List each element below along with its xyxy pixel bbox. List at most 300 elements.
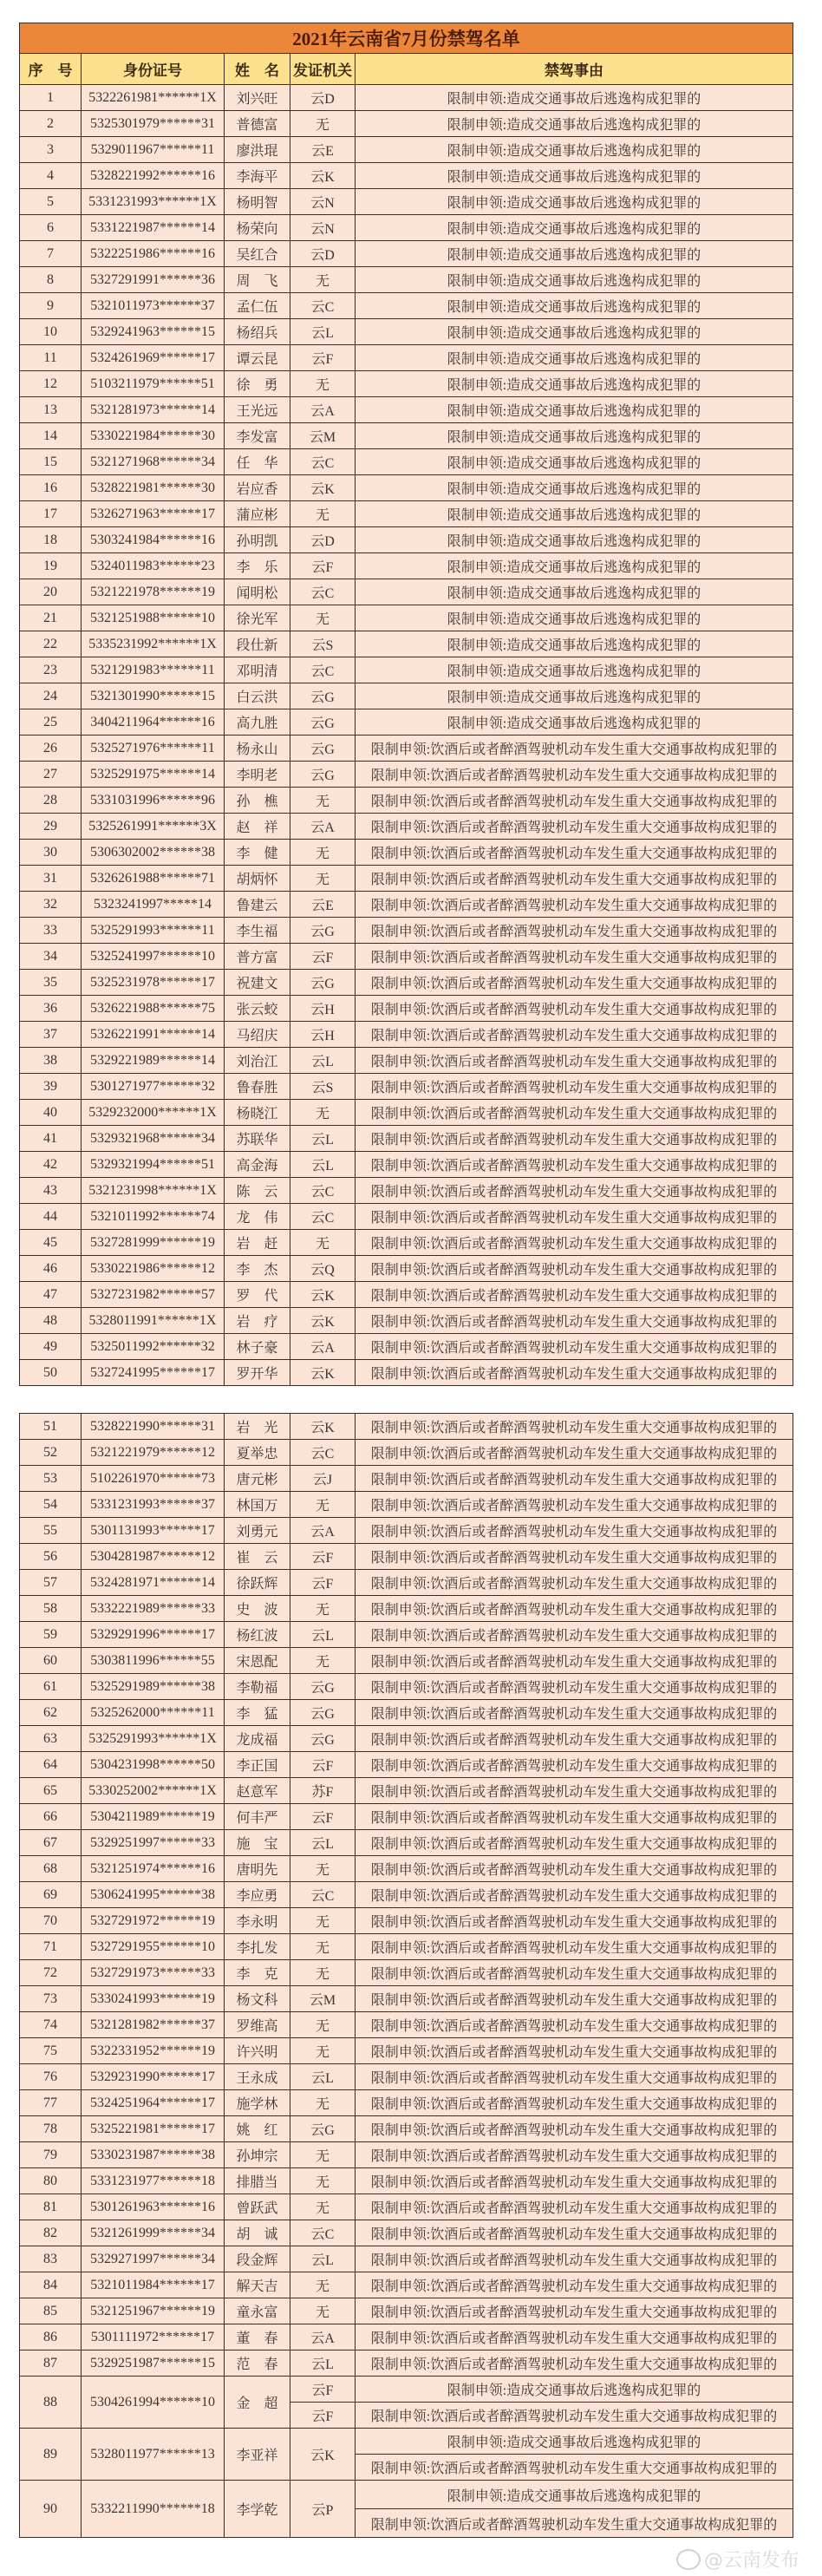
ban-reason: 限制申领:造成交通事故后逃逸构成犯罪的 <box>356 2429 793 2455</box>
row-number: 31 <box>20 866 82 892</box>
row-number: 88 <box>20 2377 82 2429</box>
id-number: 5321271968******34 <box>82 449 225 475</box>
person-name: 杨荣向 <box>225 215 290 241</box>
table-row <box>20 345 793 371</box>
person-name: 李发富 <box>225 423 290 449</box>
person-name: 赵 祥 <box>225 814 290 840</box>
ban-reason: 限制申领:饮酒后或者醉酒驾驶机动车发生重大交通事故构成犯罪的 <box>356 1178 793 1204</box>
row-number: 34 <box>20 944 82 970</box>
issuing-agency: 云C <box>290 2220 356 2246</box>
row-number: 62 <box>20 1700 82 1726</box>
table-row <box>20 1440 793 1466</box>
issuing-agency: 云K <box>290 475 356 501</box>
row-number: 6 <box>20 215 82 241</box>
id-number: 5326261988******71 <box>82 866 225 892</box>
id-number: 5301111972******17 <box>82 2324 225 2350</box>
person-name: 赵意军 <box>225 1778 290 1804</box>
ban-reason: 限制申领:饮酒后或者醉酒驾驶机动车发生重大交通事故构成犯罪的 <box>356 1334 793 1360</box>
row-number: 69 <box>20 1882 82 1908</box>
id-number: 5329221989******14 <box>82 1048 225 1074</box>
person-name: 李永明 <box>225 1908 290 1934</box>
ban-reason: 限制申领:饮酒后或者醉酒驾驶机动车发生重大交通事故构成犯罪的 <box>356 2403 793 2429</box>
issuing-agency: 云M <box>290 423 356 449</box>
table-row <box>20 1152 793 1178</box>
id-number: 5329271997******34 <box>82 2246 225 2272</box>
ban-reason: 限制申领:造成交通事故后逃逸构成犯罪的 <box>356 449 793 475</box>
ban-reason: 限制申领:饮酒后或者醉酒驾驶机动车发生重大交通事故构成犯罪的 <box>356 2194 793 2220</box>
header-no: 序 号 <box>20 54 82 85</box>
ban-reason: 限制申领:造成交通事故后逃逸构成犯罪的 <box>356 605 793 631</box>
table-row <box>20 1804 793 1830</box>
person-name: 排腊当 <box>225 2168 290 2194</box>
person-name: 林国万 <box>225 1492 290 1518</box>
person-name: 李 杰 <box>225 1256 290 1282</box>
row-number: 85 <box>20 2298 82 2324</box>
person-name: 闻明松 <box>225 579 290 605</box>
id-number: 5321291983******11 <box>82 657 225 683</box>
id-number: 5321011973******37 <box>82 293 225 319</box>
row-number: 11 <box>20 345 82 371</box>
person-name: 孟仁伍 <box>225 293 290 319</box>
id-number: 5330252002******1X <box>82 1778 225 1804</box>
table-row <box>20 1934 793 1960</box>
row-number: 59 <box>20 1622 82 1648</box>
id-number: 5328221990******31 <box>82 1414 225 1440</box>
table-row <box>20 1908 793 1934</box>
issuing-agency: 云S <box>290 1074 356 1100</box>
person-name: 周 飞 <box>225 267 290 293</box>
id-number: 5321011984******17 <box>82 2272 225 2298</box>
ban-reason: 限制申领:饮酒后或者醉酒驾驶机动车发生重大交通事故构成犯罪的 <box>356 736 793 762</box>
issuing-agency: 无 <box>290 1934 356 1960</box>
table-row <box>20 2038 793 2064</box>
id-number: 5331231977******18 <box>82 2168 225 2194</box>
table-row <box>20 970 793 996</box>
issuing-agency: 云L <box>290 2350 356 2377</box>
id-number: 5321221979******12 <box>82 1440 225 1466</box>
issuing-agency: 云A <box>290 2324 356 2350</box>
header-reason: 禁驾事由 <box>356 54 793 85</box>
person-name: 段仕新 <box>225 631 290 657</box>
person-name: 许兴明 <box>225 2038 290 2064</box>
id-number: 5304261994******10 <box>82 2377 225 2429</box>
id-number: 5329251987******15 <box>82 2350 225 2377</box>
row-number: 89 <box>20 2429 82 2481</box>
issuing-agency: 云D <box>290 85 356 111</box>
row-number: 55 <box>20 1518 82 1544</box>
person-name: 段金辉 <box>225 2246 290 2272</box>
row-number: 38 <box>20 1048 82 1074</box>
table-row <box>20 1544 793 1570</box>
ban-reason: 限制申领:饮酒后或者醉酒驾驶机动车发生重大交通事故构成犯罪的 <box>356 1492 793 1518</box>
id-number: 5332221989******33 <box>82 1596 225 1622</box>
row-number: 75 <box>20 2038 82 2064</box>
ban-reason: 限制申领:饮酒后或者醉酒驾驶机动车发生重大交通事故构成犯罪的 <box>356 1308 793 1334</box>
table-row <box>20 2116 793 2142</box>
ban-reason: 限制申领:饮酒后或者醉酒驾驶机动车发生重大交通事故构成犯罪的 <box>356 2064 793 2090</box>
ban-reason: 限制申领:饮酒后或者醉酒驾驶机动车发生重大交通事故构成犯罪的 <box>356 1048 793 1074</box>
ban-reason: 限制申领:饮酒后或者醉酒驾驶机动车发生重大交通事故构成犯罪的 <box>356 2455 793 2481</box>
row-number: 90 <box>20 2481 82 2538</box>
person-name: 金 超 <box>225 2377 290 2429</box>
row-number: 10 <box>20 319 82 345</box>
issuing-agency: 云L <box>290 2064 356 2090</box>
row-number: 68 <box>20 1856 82 1882</box>
id-number: 5328011977******13 <box>82 2429 225 2481</box>
ban-reason: 限制申领:饮酒后或者醉酒驾驶机动车发生重大交通事故构成犯罪的 <box>356 2220 793 2246</box>
person-name: 王永成 <box>225 2064 290 2090</box>
row-number: 39 <box>20 1074 82 1100</box>
id-number: 5330241993******19 <box>82 1986 225 2012</box>
table-row <box>20 267 793 293</box>
row-number: 60 <box>20 1648 82 1674</box>
table-row <box>20 1414 793 1440</box>
row-number: 20 <box>20 579 82 605</box>
ban-reason: 限制申领:造成交通事故后逃逸构成犯罪的 <box>356 423 793 449</box>
id-number: 5331231993******37 <box>82 1492 225 1518</box>
table-row <box>20 2220 793 2246</box>
person-name: 刘勇元 <box>225 1518 290 1544</box>
id-number: 5332211990******18 <box>82 2481 225 2538</box>
issuing-agency: 云K <box>290 2429 356 2481</box>
ban-reason: 限制申领:造成交通事故后逃逸构成犯罪的 <box>356 709 793 736</box>
person-name: 任 华 <box>225 449 290 475</box>
ban-reason: 限制申领:饮酒后或者醉酒驾驶机动车发生重大交通事故构成犯罪的 <box>356 970 793 996</box>
person-name: 李 乐 <box>225 553 290 579</box>
id-number: 5331221987******14 <box>82 215 225 241</box>
row-number: 66 <box>20 1804 82 1830</box>
id-number: 5331031996******96 <box>82 788 225 814</box>
person-name: 谭云昆 <box>225 345 290 371</box>
id-number: 5330221986******12 <box>82 1256 225 1282</box>
table-row <box>20 501 793 527</box>
issuing-agency: 云S <box>290 631 356 657</box>
person-name: 岩 疗 <box>225 1308 290 1334</box>
table-row <box>20 1282 793 1308</box>
ban-reason: 限制申领:饮酒后或者醉酒驾驶机动车发生重大交通事故构成犯罪的 <box>356 840 793 866</box>
table-row <box>20 2324 793 2350</box>
person-name: 苏联华 <box>225 1126 290 1152</box>
table-row <box>20 449 793 475</box>
person-name: 童永富 <box>225 2298 290 2324</box>
ban-reason: 限制申领:造成交通事故后逃逸构成犯罪的 <box>356 85 793 111</box>
issuing-agency: 云E <box>290 137 356 163</box>
row-number: 26 <box>20 736 82 762</box>
id-number: 5321251974******16 <box>82 1856 225 1882</box>
id-number: 5304281987******12 <box>82 1544 225 1570</box>
issuing-agency: 云G <box>290 1726 356 1752</box>
row-number: 86 <box>20 2324 82 2350</box>
issuing-agency: 云K <box>290 1308 356 1334</box>
ban-reason: 限制申领:饮酒后或者醉酒驾驶机动车发生重大交通事故构成犯罪的 <box>356 1466 793 1492</box>
row-number: 72 <box>20 1960 82 1986</box>
person-name: 董 春 <box>225 2324 290 2350</box>
row-number: 48 <box>20 1308 82 1334</box>
table-row <box>20 2012 793 2038</box>
person-name: 杨文科 <box>225 1986 290 2012</box>
table-row <box>20 1126 793 1152</box>
person-name: 李应勇 <box>225 1882 290 1908</box>
table-row <box>20 2429 793 2455</box>
table-row <box>20 944 793 970</box>
ban-reason: 限制申领:造成交通事故后逃逸构成犯罪的 <box>356 371 793 397</box>
table-row <box>20 866 793 892</box>
id-number: 5324011983******23 <box>82 553 225 579</box>
issuing-agency: 云C <box>290 579 356 605</box>
ban-reason: 限制申领:饮酒后或者醉酒驾驶机动车发生重大交通事故构成犯罪的 <box>356 1908 793 1934</box>
person-name: 杨晓江 <box>225 1100 290 1126</box>
id-number: 5335231992******1X <box>82 631 225 657</box>
id-number: 5321221978******19 <box>82 579 225 605</box>
issuing-agency: 无 <box>290 1960 356 1986</box>
ban-reason: 限制申领:饮酒后或者醉酒驾驶机动车发生重大交通事故构成犯罪的 <box>356 1752 793 1778</box>
person-name: 李扎发 <box>225 1934 290 1960</box>
table-row <box>20 1308 793 1334</box>
issuing-agency: 云C <box>290 1882 356 1908</box>
issuing-agency: 云K <box>290 1360 356 1386</box>
row-number: 87 <box>20 2350 82 2377</box>
id-number: 5321281973******14 <box>82 397 225 423</box>
row-number: 83 <box>20 2246 82 2272</box>
issuing-agency: 云L <box>290 319 356 345</box>
issuing-agency: 云P <box>290 2481 356 2538</box>
ban-reason: 限制申领:饮酒后或者醉酒驾驶机动车发生重大交通事故构成犯罪的 <box>356 1414 793 1440</box>
table-row <box>20 1752 793 1778</box>
id-number: 5331231993******1X <box>82 189 225 215</box>
table-row <box>20 111 793 137</box>
id-number: 5325262000******11 <box>82 1700 225 1726</box>
table-row <box>20 1622 793 1648</box>
table-row <box>20 1360 793 1386</box>
person-name: 施学林 <box>225 2090 290 2116</box>
person-name: 李 克 <box>225 1960 290 1986</box>
table-row <box>20 1882 793 1908</box>
row-number: 47 <box>20 1282 82 1308</box>
row-number: 71 <box>20 1934 82 1960</box>
row-number: 58 <box>20 1596 82 1622</box>
row-number: 28 <box>20 788 82 814</box>
row-number: 45 <box>20 1230 82 1256</box>
row-number: 35 <box>20 970 82 996</box>
issuing-agency: 云H <box>290 996 356 1022</box>
id-number: 5329231990******17 <box>82 2064 225 2090</box>
issuing-agency: 云K <box>290 163 356 189</box>
person-name: 杨绍兵 <box>225 319 290 345</box>
issuing-agency: 无 <box>290 2090 356 2116</box>
table-row <box>20 657 793 683</box>
issuing-agency: 无 <box>290 2272 356 2298</box>
ban-reason: 限制申领:饮酒后或者醉酒驾驶机动车发生重大交通事故构成犯罪的 <box>356 2142 793 2168</box>
row-number: 65 <box>20 1778 82 1804</box>
table-row <box>20 814 793 840</box>
person-name: 岩应香 <box>225 475 290 501</box>
row-number: 30 <box>20 840 82 866</box>
row-number: 76 <box>20 2064 82 2090</box>
table-row <box>20 215 793 241</box>
row-number: 44 <box>20 1204 82 1230</box>
person-name: 唐元彬 <box>225 1466 290 1492</box>
person-name: 夏举忠 <box>225 1440 290 1466</box>
table-row <box>20 1256 793 1282</box>
ban-reason: 限制申领:饮酒后或者醉酒驾驶机动车发生重大交通事故构成犯罪的 <box>356 762 793 788</box>
person-name: 刘兴旺 <box>225 85 290 111</box>
ban-reason: 限制申领:饮酒后或者醉酒驾驶机动车发生重大交通事故构成犯罪的 <box>356 1022 793 1048</box>
table-row <box>20 840 793 866</box>
ban-reason: 限制申领:造成交通事故后逃逸构成犯罪的 <box>356 241 793 267</box>
table-row <box>20 85 793 111</box>
issuing-agency: 云H <box>290 1022 356 1048</box>
row-number: 33 <box>20 918 82 944</box>
watermark-text: @云南发布 <box>704 2550 800 2572</box>
issuing-agency: 云M <box>290 1986 356 2012</box>
ban-reason: 限制申领:造成交通事故后逃逸构成犯罪的 <box>356 631 793 657</box>
row-number: 80 <box>20 2168 82 2194</box>
table-row <box>20 1048 793 1074</box>
issuing-agency: 云D <box>290 527 356 553</box>
row-number: 54 <box>20 1492 82 1518</box>
id-number: 5325301979******31 <box>82 111 225 137</box>
ban-reason: 限制申领:饮酒后或者醉酒驾驶机动车发生重大交通事故构成犯罪的 <box>356 918 793 944</box>
row-number: 37 <box>20 1022 82 1048</box>
issuing-agency: 云F <box>290 2403 356 2429</box>
ban-reason: 限制申领:饮酒后或者醉酒驾驶机动车发生重大交通事故构成犯罪的 <box>356 2116 793 2142</box>
id-number: 5301261963******16 <box>82 2194 225 2220</box>
issuing-agency: 云G <box>290 762 356 788</box>
person-name: 范 春 <box>225 2350 290 2377</box>
person-name: 刘治江 <box>225 1048 290 1074</box>
id-number: 5327231982******57 <box>82 1282 225 1308</box>
row-number: 42 <box>20 1152 82 1178</box>
id-number: 5325291975******14 <box>82 762 225 788</box>
ban-reason: 限制申领:饮酒后或者醉酒驾驶机动车发生重大交通事故构成犯罪的 <box>356 1074 793 1100</box>
ban-reason: 限制申领:饮酒后或者醉酒驾驶机动车发生重大交通事故构成犯罪的 <box>356 1700 793 1726</box>
ban-reason: 限制申领:造成交通事故后逃逸构成犯罪的 <box>356 293 793 319</box>
table-row <box>20 1986 793 2012</box>
table-row <box>20 2090 793 2116</box>
header-id: 身份证号 <box>82 54 225 85</box>
ban-reason: 限制申领:饮酒后或者醉酒驾驶机动车发生重大交通事故构成犯罪的 <box>356 1100 793 1126</box>
id-number: 5324251964******17 <box>82 2090 225 2116</box>
ban-reason: 限制申领:饮酒后或者醉酒驾驶机动车发生重大交通事故构成犯罪的 <box>356 1440 793 1466</box>
row-number: 50 <box>20 1360 82 1386</box>
person-name: 吴红合 <box>225 241 290 267</box>
issuing-agency: 云G <box>290 683 356 709</box>
issuing-agency: 无 <box>290 2012 356 2038</box>
person-name: 龙成福 <box>225 1726 290 1752</box>
ban-reason: 限制申领:饮酒后或者醉酒驾驶机动车发生重大交通事故构成犯罪的 <box>356 2509 793 2538</box>
id-number: 5329321994******51 <box>82 1152 225 1178</box>
issuing-agency: 无 <box>290 2194 356 2220</box>
ban-reason: 限制申领:饮酒后或者醉酒驾驶机动车发生重大交通事故构成犯罪的 <box>356 1648 793 1674</box>
row-number: 25 <box>20 709 82 736</box>
ban-reason: 限制申领:造成交通事故后逃逸构成犯罪的 <box>356 553 793 579</box>
row-number: 81 <box>20 2194 82 2220</box>
id-number: 5326221988******75 <box>82 996 225 1022</box>
person-name: 孙 樵 <box>225 788 290 814</box>
issuing-agency: 云G <box>290 2116 356 2142</box>
header-name: 姓 名 <box>225 54 290 85</box>
person-name: 杨永山 <box>225 736 290 762</box>
ban-reason: 限制申领:饮酒后或者醉酒驾驶机动车发生重大交通事故构成犯罪的 <box>356 2168 793 2194</box>
ban-reason: 限制申领:造成交通事故后逃逸构成犯罪的 <box>356 2377 793 2403</box>
id-number: 5326271963******17 <box>82 501 225 527</box>
issuing-agency: 云L <box>290 1622 356 1648</box>
id-number: 5325221981******17 <box>82 2116 225 2142</box>
table-row <box>20 736 793 762</box>
ban-reason: 限制申领:饮酒后或者醉酒驾驶机动车发生重大交通事故构成犯罪的 <box>356 1282 793 1308</box>
id-number: 5324261969******17 <box>82 345 225 371</box>
id-number: 5329251997******33 <box>82 1830 225 1856</box>
issuing-agency: 无 <box>290 788 356 814</box>
id-number: 5301131993******17 <box>82 1518 225 1544</box>
person-name: 唐明先 <box>225 1856 290 1882</box>
person-name: 岩 光 <box>225 1414 290 1440</box>
id-number: 5321301990******15 <box>82 683 225 709</box>
issuing-agency: 云G <box>290 970 356 996</box>
ban-reason: 限制申领:造成交通事故后逃逸构成犯罪的 <box>356 2481 793 2509</box>
person-name: 解天吉 <box>225 2272 290 2298</box>
id-number: 5325011992******32 <box>82 1334 225 1360</box>
person-name: 高九胜 <box>225 709 290 736</box>
row-number: 53 <box>20 1466 82 1492</box>
ban-reason: 限制申领:造成交通事故后逃逸构成犯罪的 <box>356 189 793 215</box>
person-name: 李 猛 <box>225 1700 290 1726</box>
table-row <box>20 2246 793 2272</box>
issuing-agency: 云C <box>290 293 356 319</box>
person-name: 施 宝 <box>225 1830 290 1856</box>
table-row <box>20 892 793 918</box>
issuing-agency: 云A <box>290 814 356 840</box>
row-number: 32 <box>20 892 82 918</box>
ban-reason: 限制申领:饮酒后或者醉酒驾驶机动车发生重大交通事故构成犯罪的 <box>356 1986 793 2012</box>
ban-reason: 限制申领:饮酒后或者醉酒驾驶机动车发生重大交通事故构成犯罪的 <box>356 2090 793 2116</box>
ban-reason: 限制申领:饮酒后或者醉酒驾驶机动车发生重大交通事故构成犯罪的 <box>356 1126 793 1152</box>
id-number: 5325291993******11 <box>82 918 225 944</box>
id-number: 5322261981******1X <box>82 85 225 111</box>
person-name: 徐跃辉 <box>225 1570 290 1596</box>
table-row <box>20 527 793 553</box>
table-row <box>20 1570 793 1596</box>
person-name: 徐 勇 <box>225 371 290 397</box>
ban-reason: 限制申领:饮酒后或者醉酒驾驶机动车发生重大交通事故构成犯罪的 <box>356 1726 793 1752</box>
issuing-agency: 云C <box>290 449 356 475</box>
id-number: 5322251986******16 <box>82 241 225 267</box>
issuing-agency: 无 <box>290 1492 356 1518</box>
issuing-agency: 云F <box>290 553 356 579</box>
table-row <box>20 241 793 267</box>
table-row <box>20 1466 793 1492</box>
issuing-agency: 无 <box>290 111 356 137</box>
id-number: 5306302002******38 <box>82 840 225 866</box>
table-row <box>20 2272 793 2298</box>
table-row <box>20 2168 793 2194</box>
person-name: 普德富 <box>225 111 290 137</box>
id-number: 5327291991******36 <box>82 267 225 293</box>
issuing-agency: 无 <box>290 1100 356 1126</box>
table-row <box>20 2298 793 2324</box>
row-number: 7 <box>20 241 82 267</box>
table-row <box>20 189 793 215</box>
person-name: 岩 赶 <box>225 1230 290 1256</box>
person-name: 李生福 <box>225 918 290 944</box>
table-row <box>20 1230 793 1256</box>
ban-reason: 限制申领:饮酒后或者醉酒驾驶机动车发生重大交通事故构成犯罪的 <box>356 944 793 970</box>
row-number: 40 <box>20 1100 82 1126</box>
row-number: 77 <box>20 2090 82 2116</box>
ban-reason: 限制申领:造成交通事故后逃逸构成犯罪的 <box>356 657 793 683</box>
row-number: 15 <box>20 449 82 475</box>
issuing-agency: 云Q <box>290 1256 356 1282</box>
